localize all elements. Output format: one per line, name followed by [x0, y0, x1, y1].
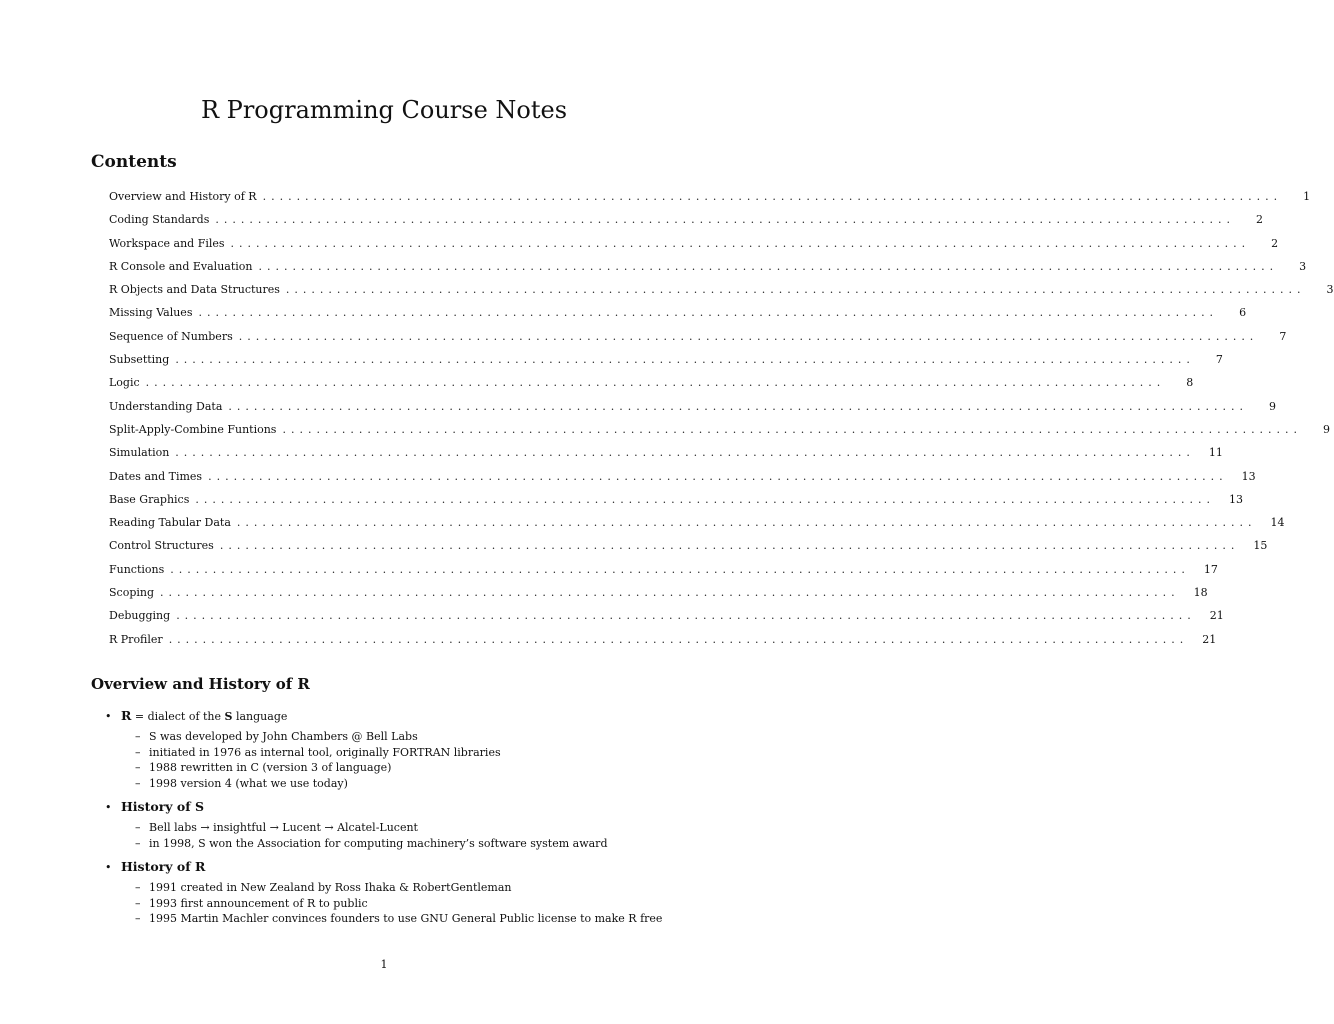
toc-entry-page: 3	[1299, 259, 1307, 273]
toc-entry-page: 11	[1208, 446, 1223, 460]
toc-leader-dots: ........................................................................................................................	[262, 190, 1283, 203]
sub-list	[135, 880, 705, 927]
toc-entry[interactable]	[109, 562, 1218, 586]
dash-icon: –	[135, 730, 141, 743]
sub-list	[135, 820, 705, 851]
bullet-icon: •	[105, 801, 112, 814]
dash-icon: –	[135, 745, 141, 759]
toc-entry-label: R Profiler	[109, 632, 163, 646]
toc-entry-page: 2	[1271, 236, 1279, 250]
toc-entry[interactable]	[109, 353, 1223, 376]
toc-leader-dots: ........................................................................................................................	[282, 422, 1303, 436]
dash-icon: –	[135, 836, 141, 850]
toc-entry-page: 8	[1186, 376, 1194, 390]
bullet-item	[105, 799, 705, 851]
toc-entry-label: Debugging	[109, 609, 171, 623]
sub-list-text: 1993 first announcement of R to public	[149, 896, 368, 910]
dash-icon: –	[135, 776, 141, 790]
toc-entry-label: Functions	[109, 562, 165, 576]
toc-entry[interactable]	[109, 376, 1194, 399]
toc-leader-dots: ........................................................................................................................	[168, 632, 1189, 646]
toc-entry-label: R Objects and Data Structures	[109, 283, 280, 297]
toc-entry-page: 3	[1326, 283, 1334, 297]
toc-entry-label: Workspace and Files	[109, 236, 225, 250]
toc-leader-dots: ........................................................................................................................	[215, 213, 1235, 227]
page-number: 1	[380, 958, 388, 971]
bullet-item	[105, 859, 705, 927]
bullet-icon: •	[105, 710, 112, 723]
toc-entry-page: 18	[1193, 586, 1208, 600]
toc-entry-page: 13	[1228, 492, 1243, 506]
toc-leader-dots: ........................................................................................................................	[258, 259, 1279, 273]
table-of-contents	[109, 190, 1334, 656]
toc-entry-page: 15	[1253, 539, 1268, 553]
sub-list-text: Bell labs → insightful → Lucent → Alcatel-Lucent	[149, 821, 418, 834]
toc-entry[interactable]	[109, 446, 1223, 469]
sub-list-item	[135, 820, 705, 836]
bullet-text: R = dialect of the S language	[121, 708, 288, 723]
sub-list-text: 1988 rewritten in C (version 3 of language)	[149, 761, 392, 774]
toc-entry-label: Logic	[109, 376, 140, 390]
toc-leader-dots: ........................................................................................................................	[228, 399, 1249, 413]
sub-list	[135, 729, 705, 791]
dash-icon: –	[135, 761, 141, 774]
toc-entry-page: 17	[1203, 562, 1218, 576]
sub-list-item	[135, 776, 705, 792]
toc-entry[interactable]	[109, 283, 1334, 306]
bullet-list	[105, 708, 705, 935]
contents-heading: Contents	[91, 152, 177, 172]
toc-entry[interactable]	[109, 632, 1217, 656]
toc-entry-page: 2	[1255, 213, 1263, 227]
toc-entry-page: 6	[1239, 306, 1247, 320]
toc-entry-page: 1	[1303, 190, 1311, 203]
toc-leader-dots: ........................................................................................................................	[170, 562, 1190, 576]
toc-leader-dots: ........................................................................................................................	[219, 539, 1240, 553]
toc-leader-dots: ........................................................................................................................	[230, 236, 1251, 250]
toc-entry-label: Reading Tabular Data	[109, 516, 231, 530]
sub-list-item	[135, 836, 705, 852]
toc-entry[interactable]	[109, 259, 1307, 283]
sub-list-text: 1995 Martin Machler convinces founders to use GNU General Public license to make R free	[149, 912, 663, 925]
toc-entry[interactable]	[109, 586, 1208, 609]
toc-entry[interactable]	[109, 609, 1224, 632]
toc-entry-label: Subsetting	[109, 353, 170, 367]
document-title: R Programming Course Notes	[200, 96, 568, 124]
toc-entry[interactable]	[109, 516, 1285, 539]
toc-entry[interactable]	[109, 236, 1279, 260]
sub-list-item	[135, 760, 705, 776]
sub-list-item	[135, 745, 705, 761]
toc-entry-label: Sequence of Numbers	[109, 329, 233, 343]
toc-entry-page: 14	[1270, 516, 1285, 530]
toc-leader-dots: ........................................................................................................................	[176, 609, 1196, 623]
toc-entry[interactable]	[109, 539, 1268, 562]
sub-list-text: 1998 version 4 (what we use today)	[149, 776, 348, 790]
sub-list-item	[135, 911, 705, 927]
toc-leader-dots: ........................................................................................................................	[175, 446, 1195, 460]
toc-leader-dots: ........................................................................................................................	[238, 329, 1259, 343]
toc-entry-label: Simulation	[109, 446, 170, 460]
toc-entry-page: 13	[1241, 469, 1256, 483]
dash-icon: –	[135, 912, 141, 925]
toc-entry[interactable]	[109, 492, 1243, 516]
toc-entry[interactable]	[109, 329, 1287, 353]
toc-leader-dots: ........................................................................................................................	[145, 376, 1166, 390]
toc-entry-label: Understanding Data	[109, 399, 223, 413]
bullet-text: History of S	[121, 799, 205, 814]
toc-entry-page: 21	[1209, 609, 1224, 623]
toc-entry-label: Scoping	[109, 586, 155, 600]
toc-entry[interactable]	[109, 190, 1311, 213]
toc-entry-label: Control Structures	[109, 539, 214, 553]
toc-entry-label: Base Graphics	[109, 492, 190, 506]
bullet-text: History of R	[121, 859, 206, 874]
toc-leader-dots: ........................................................................................................................	[195, 492, 1215, 506]
sub-list-text: S was developed by John Chambers @ Bell Labs	[149, 730, 418, 743]
toc-entry[interactable]	[109, 399, 1277, 423]
toc-entry-page: 7	[1215, 353, 1223, 367]
toc-entry-page: 9	[1269, 399, 1277, 413]
bullet-icon: •	[105, 861, 112, 874]
toc-entry-label: R Console and Evaluation	[109, 259, 253, 273]
toc-entry-label: Missing Values	[109, 306, 193, 320]
dash-icon: –	[135, 881, 141, 894]
toc-entry-label: Coding Standards	[109, 213, 210, 227]
toc-entry-label: Split-Apply-Combine Funtions	[109, 422, 277, 436]
sub-list-item	[135, 880, 705, 896]
toc-entry-page: 21	[1202, 632, 1217, 646]
toc-leader-dots: ........................................................................................................................	[198, 306, 1219, 320]
toc-entry[interactable]	[109, 306, 1247, 329]
toc-entry[interactable]	[109, 469, 1256, 493]
dash-icon: –	[135, 821, 141, 834]
sub-list-item	[135, 729, 705, 745]
bullet-item	[105, 708, 705, 791]
toc-entry-label: Overview and History of R	[109, 190, 257, 203]
toc-leader-dots: ........................................................................................................................	[285, 283, 1306, 297]
toc-entry[interactable]	[109, 422, 1331, 446]
toc-entry-label: Dates and Times	[109, 469, 203, 483]
toc-entry[interactable]	[109, 213, 1263, 236]
sub-list-text: in 1998, S won the Association for computing machinery’s software system award	[149, 836, 608, 850]
toc-entry-page: 7	[1279, 329, 1287, 343]
sub-list-text: initiated in 1976 as internal tool, originally FORTRAN libraries	[149, 745, 501, 759]
section-heading: Overview and History of R	[91, 675, 310, 693]
sub-list-item	[135, 896, 705, 912]
toc-leader-dots: ........................................................................................................................	[160, 586, 1180, 600]
toc-leader-dots: ........................................................................................................................	[236, 516, 1257, 530]
dash-icon: –	[135, 896, 141, 910]
toc-entry-page: 9	[1323, 422, 1331, 436]
toc-leader-dots: ........................................................................................................................	[175, 353, 1195, 367]
toc-leader-dots: ........................................................................................................................	[208, 469, 1228, 483]
sub-list-text: 1991 created in New Zealand by Ross Ihaka & RobertGentleman	[149, 881, 512, 894]
